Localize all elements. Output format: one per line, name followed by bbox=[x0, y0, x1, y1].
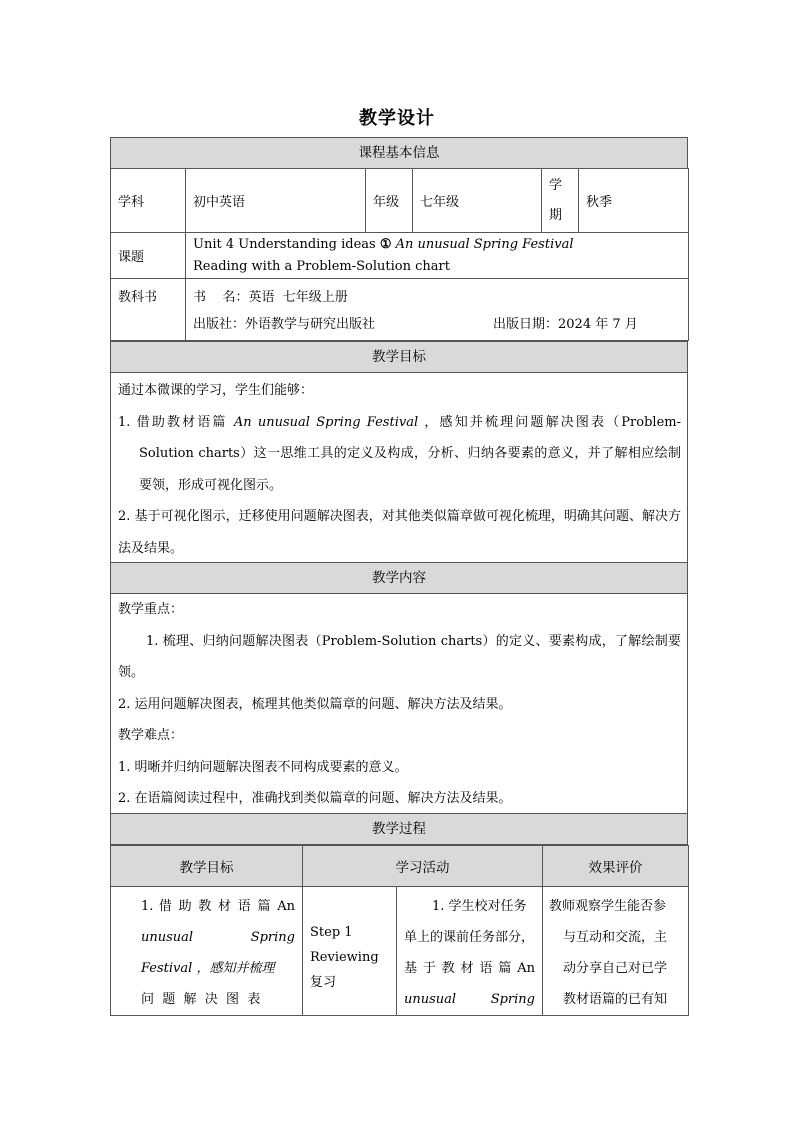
topic-label: 课题 bbox=[111, 233, 186, 279]
activity-line-1: 1. 学生校对任务 bbox=[432, 899, 527, 914]
process-activity-cell bbox=[397, 887, 543, 1016]
step-name-en: Reviewing bbox=[310, 949, 379, 965]
goals-body bbox=[110, 373, 688, 563]
process-header-row bbox=[111, 846, 689, 887]
step-title: Step 1 bbox=[310, 924, 353, 940]
basic-info-table bbox=[110, 168, 689, 341]
term-label bbox=[542, 169, 579, 233]
col-header-activity: 学习活动 bbox=[303, 846, 543, 887]
goal-line-4: 问 题 解 决 图 表 bbox=[141, 992, 261, 1007]
eval-line-1: 教师观察学生能否参 bbox=[549, 899, 667, 914]
process-table bbox=[110, 845, 689, 1016]
process-goal-cell bbox=[111, 887, 303, 1016]
publish-date-text: 出版日期：2024 年 7 月 bbox=[493, 317, 638, 332]
term-label-line1: 学 bbox=[549, 177, 563, 193]
textbook-value bbox=[186, 279, 689, 341]
subject-value: 初中英语 bbox=[186, 169, 366, 233]
difficulty-1: 1. 明晰并归纳问题解决图表不同构成要素的意义。 bbox=[118, 759, 408, 775]
difficulty-2: 2. 在语篇阅读过程中，准确找到类似篇章的问题、解决方法及结果。 bbox=[118, 791, 512, 806]
textbook-publisher-line bbox=[193, 313, 681, 337]
goal-line-1: 1. 借 助 教 材 语 篇 An bbox=[141, 899, 295, 914]
process-eval-cell bbox=[543, 887, 689, 1016]
step-name-cn: 复习 bbox=[310, 974, 337, 990]
publisher-text: 出版社：外语教学与研究出版社 bbox=[193, 317, 376, 332]
topic-value bbox=[186, 233, 689, 279]
activity-line-2: 单上的课前任务部分， bbox=[404, 930, 535, 945]
grade-label: 年级 bbox=[366, 169, 413, 233]
goal-line-2: unusual Spring bbox=[141, 930, 295, 945]
subject-row bbox=[111, 169, 689, 233]
section-header-process: 教学过程 bbox=[110, 813, 688, 845]
topic-line1 bbox=[193, 234, 681, 256]
key-point-2: 2. 运用问题解决图表，梳理其他类似篇章的问题、解决方法及结果。 bbox=[118, 696, 512, 712]
goal-item-2: 2. 基于可视化图示，迁移使用问题解决图表，对其他类似篇章做可视化梳理，明确其问题、解决方法及结果。 bbox=[118, 509, 681, 556]
term-value: 秋季 bbox=[579, 169, 689, 233]
goal-line-3: Festival ，感知并梳理 bbox=[141, 961, 275, 976]
subject-label: 学科 bbox=[111, 169, 186, 233]
topic-unit-text: Unit 4 Understanding ideas bbox=[193, 236, 380, 252]
textbook-label: 教科书 bbox=[111, 279, 186, 341]
eval-line-4: 教材语篇的已有知 bbox=[563, 992, 668, 1007]
activity-line-3: 基 于 教 材 语 篇 An bbox=[404, 961, 535, 976]
term-label-line2: 期 bbox=[549, 207, 563, 223]
grade-value: 七年级 bbox=[413, 169, 542, 233]
process-step-cell bbox=[303, 887, 397, 1016]
difficulties-title: 教学难点： bbox=[118, 728, 184, 743]
section-header-goals: 教学目标 bbox=[110, 341, 688, 373]
key-point-1: 1. 梳理、归纳问题解决图表（Problem-Solution charts）的定义、要素构成，了解绘制要领。 bbox=[118, 633, 681, 680]
activity-line-4: unusual Spring bbox=[404, 992, 535, 1007]
goals-intro: 通过本微课的学习，学生们能够： bbox=[118, 383, 314, 398]
section-header-basic-info: 课程基本信息 bbox=[110, 137, 688, 169]
col-header-eval: 效果评价 bbox=[543, 846, 689, 887]
topic-passage-title: An unusual Spring Festival bbox=[391, 236, 574, 252]
key-points-title: 教学重点： bbox=[118, 602, 184, 617]
textbook-row bbox=[111, 279, 689, 341]
eval-line-2: 与互动和交流，主 bbox=[563, 930, 668, 945]
col-header-goal: 教学目标 bbox=[111, 846, 303, 887]
eval-line-3: 动分享自己对已学 bbox=[563, 961, 668, 976]
document-title: 教学设计 bbox=[359, 108, 435, 129]
topic-row bbox=[111, 233, 689, 279]
textbook-book-line: 书 名：英语 七年级上册 bbox=[193, 290, 348, 305]
process-step1-row bbox=[111, 887, 689, 1016]
section-header-content: 教学内容 bbox=[110, 562, 688, 594]
goal-item-1: 1. 借助教材语篇 An unusual Spring Festival ，感知并梳理问题解决图表（Problem-Solution charts）这一思维工具的定义及构成，分析、归纳各要素的意义，并了解相应绘制要领，形成可视化图示。 bbox=[118, 414, 681, 493]
circled-one-icon: ① bbox=[379, 236, 392, 252]
content-body bbox=[110, 594, 688, 814]
topic-line2: Reading with a Problem-Solution chart bbox=[193, 258, 450, 274]
